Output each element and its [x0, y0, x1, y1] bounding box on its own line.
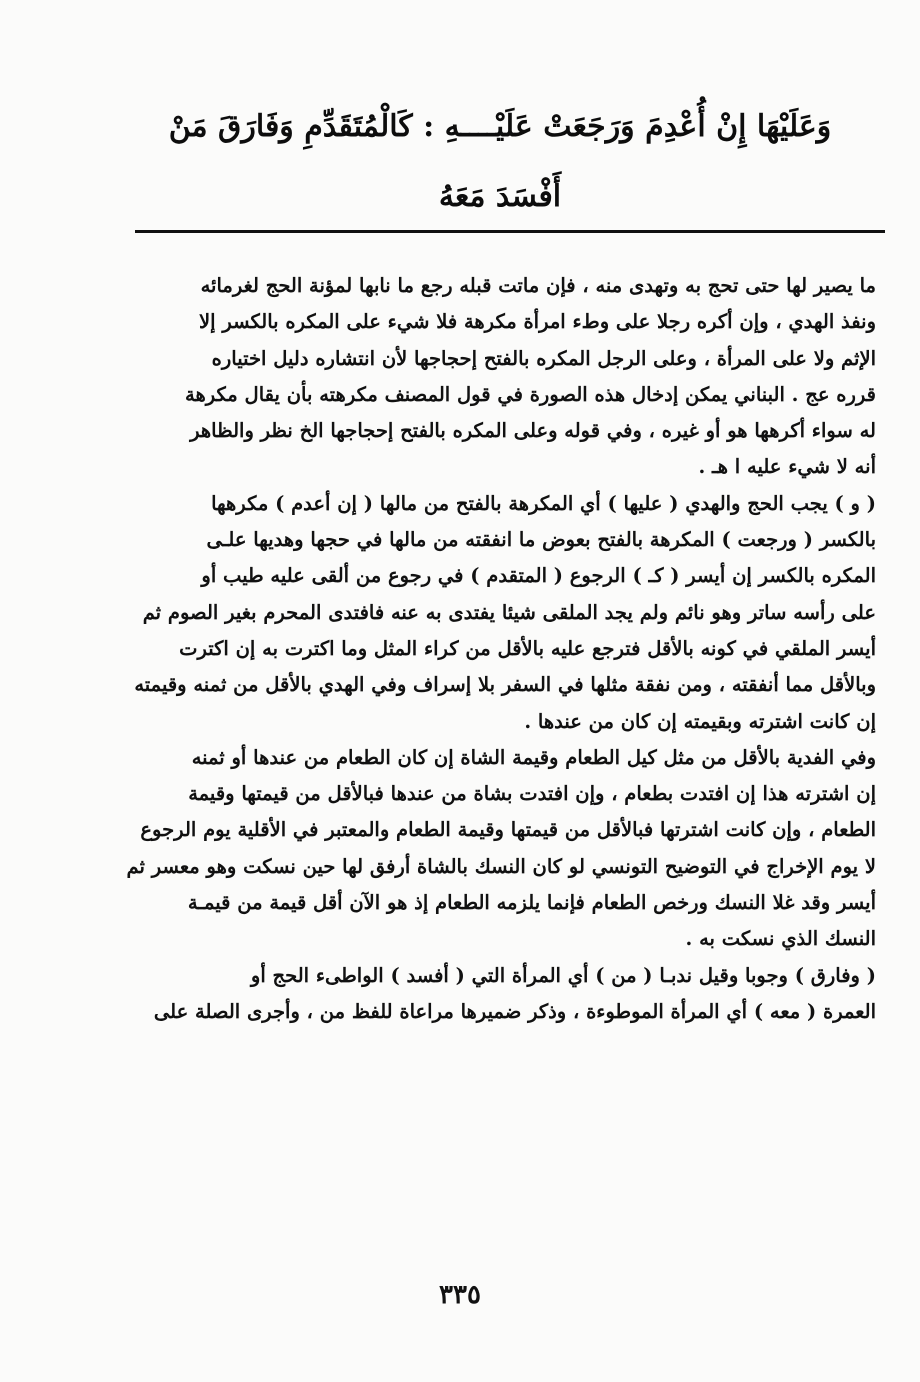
text-line: ما يصير لها حتى تحج به وتهدى منه ، فإن ماتت قبله رجع ما نابها لمؤنة الحج لغرمائه — [200, 274, 876, 297]
text-line: أيسر وقد غلا النسك ورخص الطعام فإنما يلزمه الطعام إذ هو الآن أقل قيمة من قيمـة — [187, 891, 876, 915]
commentary-text — [125, 268, 876, 1030]
text-line: وبالأقل مما أنفقته ، ومن نفقة مثلها في السفر بلا إسراف وفي الهدي بالأقل من ثمنه وقيمته — [134, 673, 876, 697]
text-line: له سواء أكرهها هو أو غيره ، وفي قوله وعلى المكره بالفتح إحجاجها الخ نظر والظاهر — [190, 419, 876, 443]
text-line: أيسر الملقي في كونه بالأقل فترجع عليه بالأقل من كراء المثل وما اكترت به إن اكترت — [179, 636, 876, 660]
text-line: ونفذ الهدي ، وإن أكره رجلا على وطء امرأة مكرهة فلا شيء على المكره بالكسر إلا — [199, 310, 876, 334]
text-line: العمرة ( معه ) أي المرأة الموطوءة ، وذكر ضميرها مراعاة للفظ من ، وأجرى الصلة على — [153, 999, 876, 1023]
text-line: إن كانت اشترته وبقيمته إن كان من عندها . — [524, 709, 876, 733]
text-line: بالكسر ( ورجعت ) المكرهة بالفتح بعوض ما انفقته من مالها في حجها وهديها علـى — [206, 528, 876, 552]
text-line: النسك الذي نسكت به . — [685, 927, 876, 951]
text-line: أنه لا شيء عليه ا هـ . — [698, 455, 876, 479]
matn-line: وَعَلَيْهَا إِنْ أُعْدِمَ وَرَجَعَتْ عَلَيْــــهِ : كَالْمُتَقَدِّمِ وَفَارَقَ مَنْ — [168, 109, 832, 144]
text-line: وفي الفدية بالأقل من مثل كيل الطعام وقيمة الشاة إن كان الطعام من عندها أو ثمنه — [191, 745, 876, 769]
text-line: ( و ) يجب الحج والهدي ( عليها ) أي المكرهة بالفتح من مالها ( إن أعدم ) مكرهها — [211, 491, 876, 515]
text-line: ( وفارق ) وجوبا وقيل ندبـا ( من ) أي المرأة التي ( أفسد ) الواطىء الحج أو — [250, 963, 876, 987]
text-line: على رأسه ساتر وهو نائم ولم يجد الملقى شيئا يفتدى به عنه فافتدى المحرم بغير الصوم ثم — [142, 600, 876, 624]
matn-line: أَفْسَدَ مَعَهُ — [438, 179, 562, 214]
horizontal-rule — [135, 230, 885, 233]
text-line: قرره عج . البناني يمكن إدخال هذه الصورة في قول المصنف مكرهته بأن يقال مكرهة — [185, 382, 876, 406]
text-line: الإثم ولا على المرأة ، وعلى الرجل المكره بالفتح إحجاجها لأن انتشاره دليل اختياره — [211, 346, 876, 370]
matn-heading — [150, 92, 850, 232]
text-line: الطعام ، وإن كانت اشترتها فبالأقل من قيمتها وقيمة الطعام والمعتبر في الأقلية يوم الرجوع — [140, 818, 876, 842]
text-line: إن اشترته هذا إن افتدت بطعام ، وإن افتدت بشاة من عندها فبالأقل من قيمتها وقيمة — [188, 782, 876, 806]
text-line: لا يوم الإخراج في التوضيح التونسي لو كان النسك بالشاة أرفق لها حين نسكت وهو معسر ثم — [126, 854, 876, 878]
text-line: المكره بالكسر إن أيسر ( كـ ) الرجوع ( المتقدم ) في رجوع من ألقى عليه طيب أو — [201, 564, 876, 588]
page-number: ٣٣٥ — [439, 1280, 481, 1310]
